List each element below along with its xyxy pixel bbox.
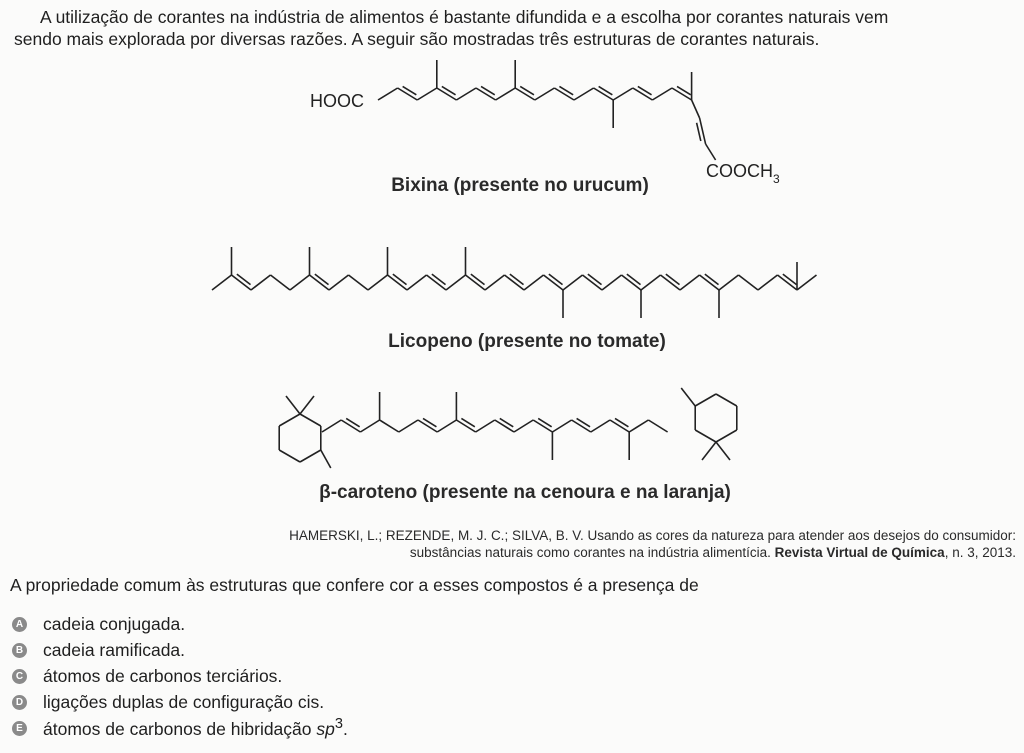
methyl-bond-line [702,442,716,460]
methyl-bond-line [300,396,314,414]
option-b-letter-badge: B [12,643,27,658]
answer-options [10,611,348,741]
ring-bond-line [695,394,716,406]
beta-carotene-caption: β-caroteno (presente na cenoura e na laranja) [319,482,731,503]
bond-line [476,420,495,432]
reference-line-1: HAMERSKI, L.; REZENDE, M. J. C.; SILVA, B. V. Usando as cores da natureza para atender aos desejos do consumidor: [289,528,1016,543]
ring-bond-line [716,430,737,442]
option-e-letter-badge: E [12,721,27,736]
bond-line [591,420,610,432]
option-c-letter-badge: C [12,669,27,684]
double-bond-line [500,418,513,426]
option-a[interactable] [10,611,348,637]
option-b-text: cadeia ramificada. [43,639,186,660]
option-a-text: cadeia conjugada. [43,613,186,634]
double-bond-line [577,418,590,426]
option-a-letter-badge: A [12,617,27,632]
bond-line [380,420,399,432]
bixin-caption: Bixina (presente no urucum) [391,175,649,196]
bond-line [514,420,533,432]
double-bond-line [461,418,474,426]
option-c[interactable] [10,663,348,689]
option-e[interactable] [10,715,348,741]
option-d[interactable] [10,689,348,715]
ring-bond-line [695,430,716,442]
bond-line [648,420,667,432]
bond-line [552,420,571,432]
bond-line [360,420,379,432]
option-d-text: ligações duplas de configuração cis. [43,691,325,712]
bond-line [322,420,341,432]
option-c-text: átomos de carbonos terciários. [43,665,283,686]
bixin-cooch3-label: $COOCH_3$ [706,161,780,186]
methyl-bond-line [286,396,300,414]
intro-line-1: A utilização de corantes na indústria de alimentos é bastante difundida e a escolha por corantes naturais vem [40,7,889,27]
ring-bond-line [716,394,737,406]
intro-line-2: sendo mais explorada por diversas razões. A seguir são mostradas três estruturas de corantes naturais. [14,29,820,49]
double-bond-line [346,418,359,426]
double-bond-line [538,418,551,426]
ring-bond-line [300,450,321,462]
question-stem: A propriedade comum às estruturas que confere cor a esses compostos é a presença de [10,575,699,595]
option-d-letter-badge: D [12,695,27,710]
methyl-bond-line [321,450,331,468]
lycopene-caption: Licopeno (presente no tomate) [388,331,666,352]
bond-line [629,420,648,432]
reference-citation [136,527,1016,561]
bixin-hooc-label: HOOC [310,91,364,111]
reference-line-2: substâncias naturais como corantes na indústria alimentícia. Revista Virtual de Química, n. 3, 2013. [409,545,1016,560]
methyl-bond-line [716,442,730,460]
bond-line [399,420,418,432]
bond-line [437,420,456,432]
double-bond-line [423,418,436,426]
ring-bond-line [279,414,300,426]
option-e-text: átomos de carbonos de hibridação $sp^3$. [43,716,348,739]
double-bond-line [615,418,628,426]
methyl-bond-line [681,388,695,406]
ring-bond-line [279,450,300,462]
ring-bond-line [300,414,321,426]
option-b[interactable] [10,637,348,663]
